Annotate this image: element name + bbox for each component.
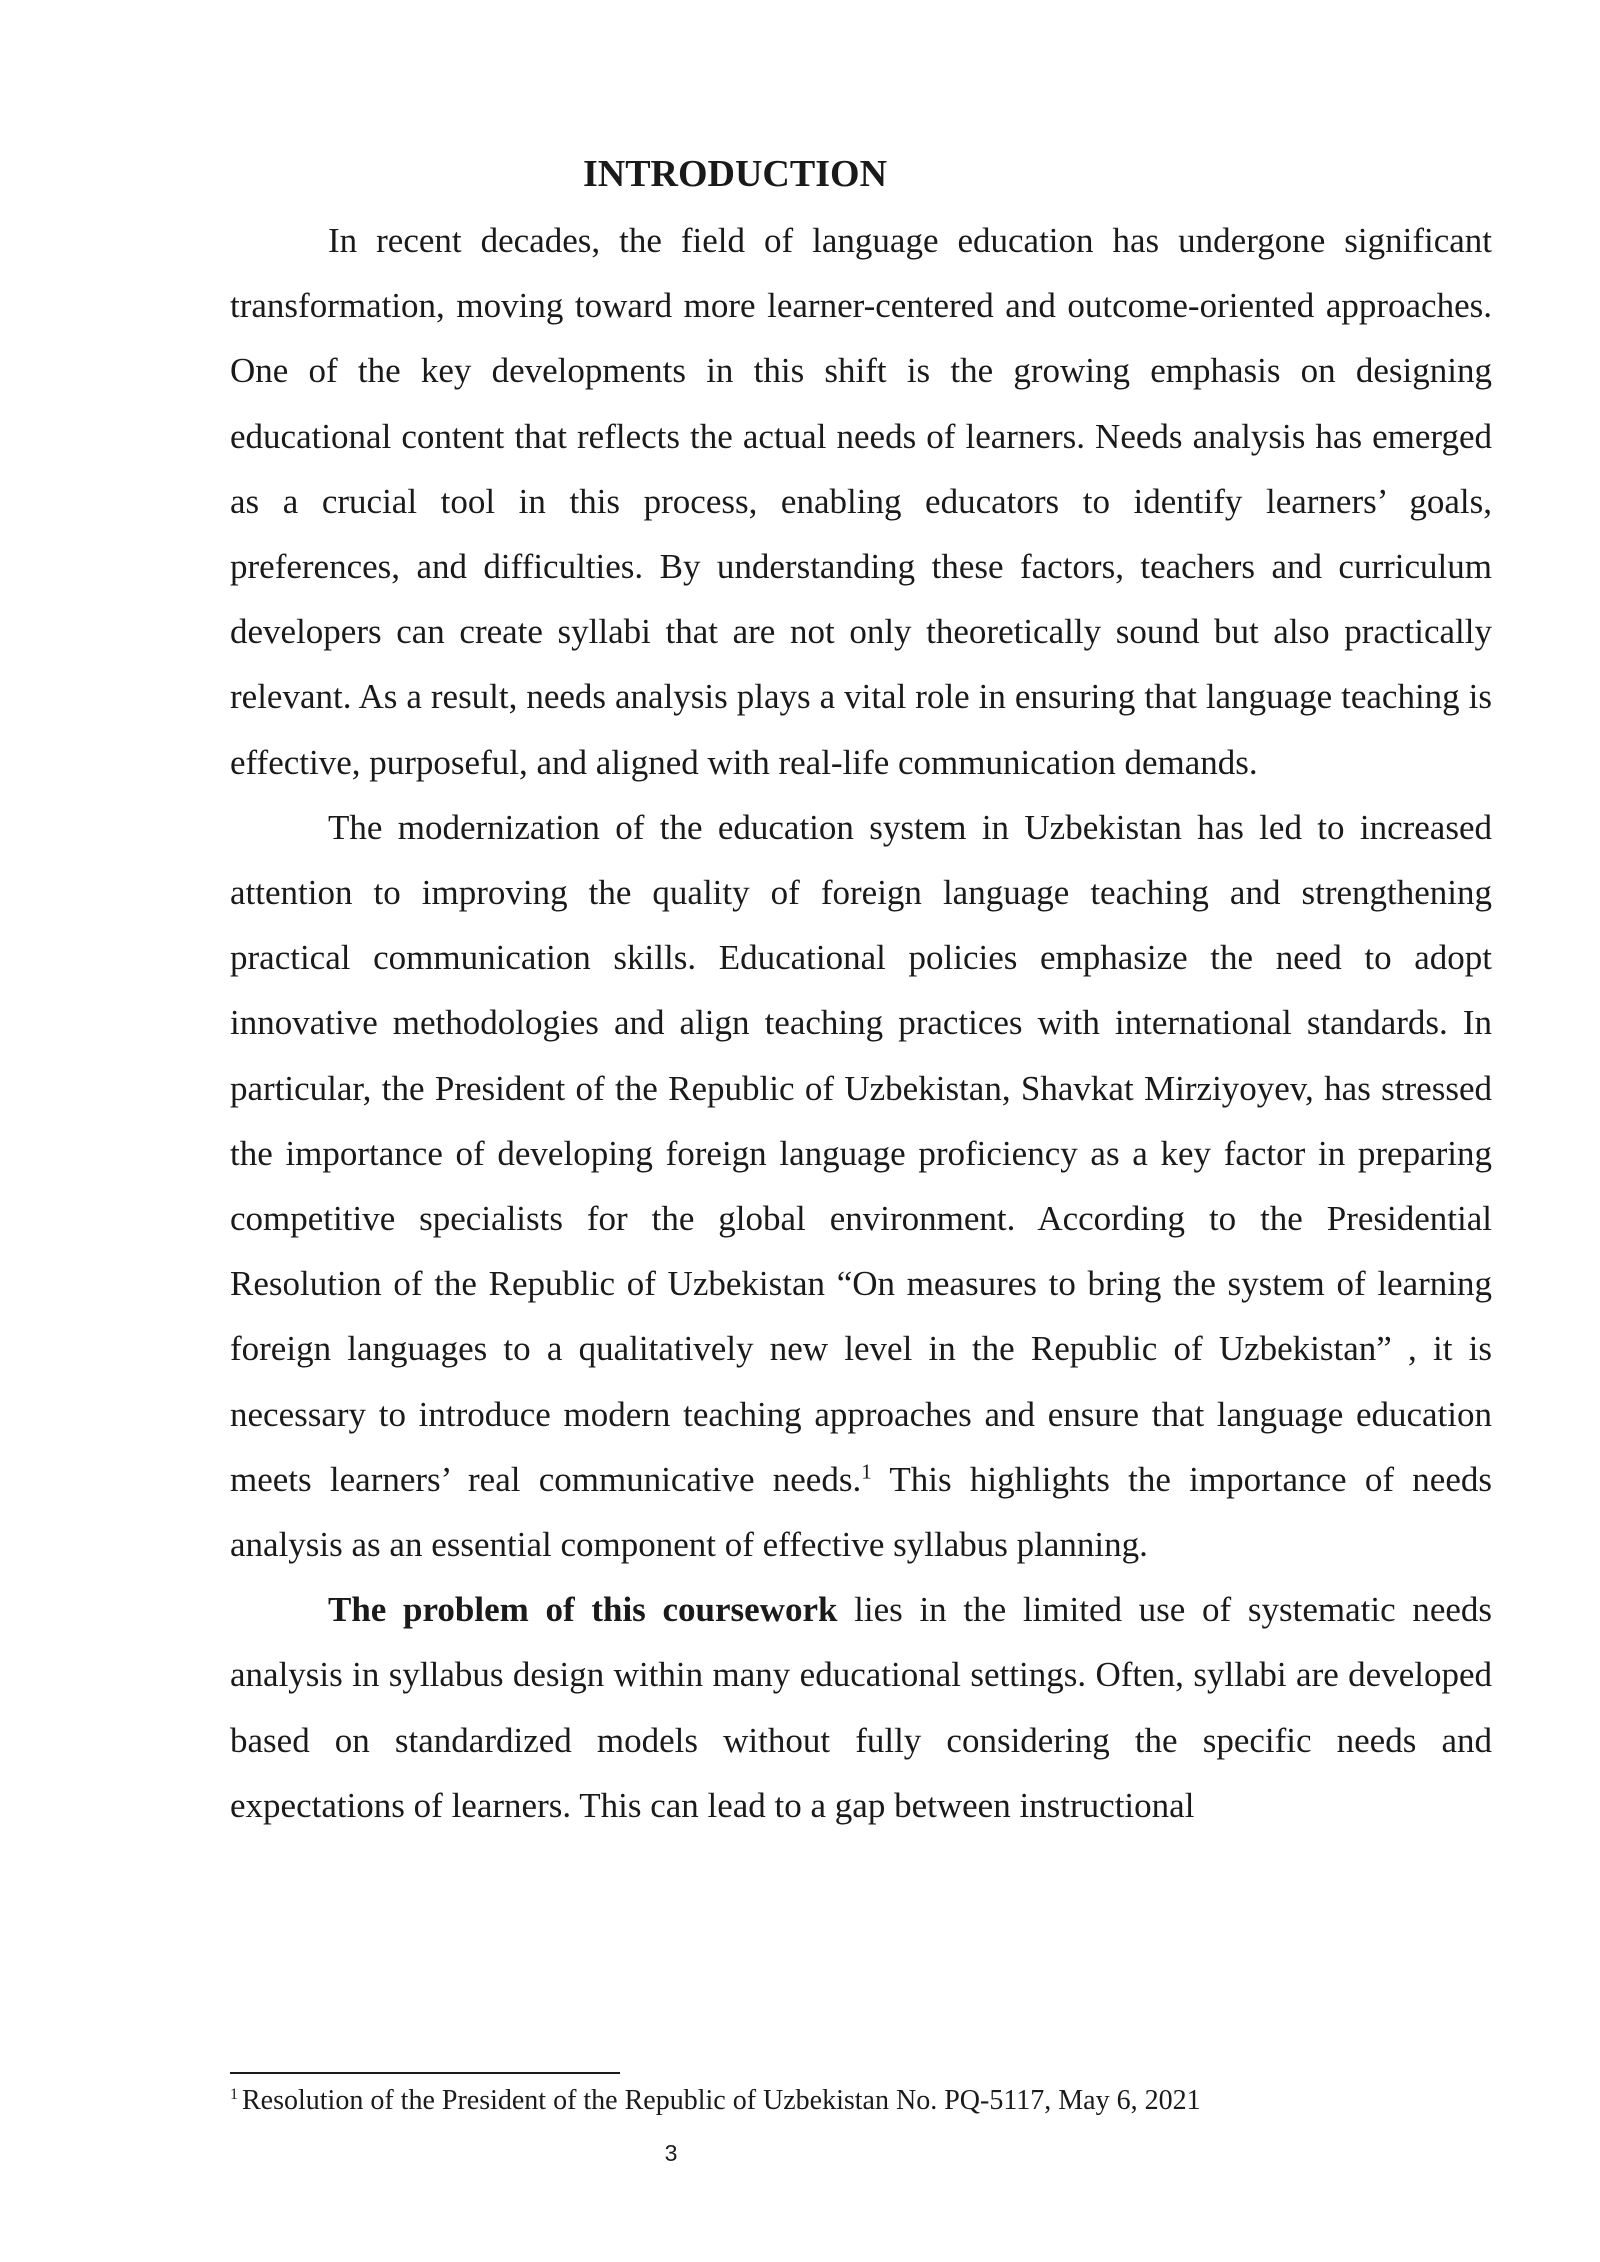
paragraph-2-text: The modernization of the education system in Uzbekistan has led to increased attention to improving the quality of foreign language teaching and strengthening practical communication skills. Educational policies emphasize the need to adopt innovative methodologies and align teaching practices with international standards. In particular, the President of the Republic of Uzbekistan, Shavkat Mirziyoyev, has stressed the importance of developing foreign language proficiency as a key factor in preparing competitive specialists for the global environment. According to the Presidential Resolution of the Republic of Uzbekistan “On measures to bring the system of learning foreign languages to a qualitatively new level in the Republic of Uzbekistan” , it is necessary to introduce modern teaching approaches and ensure that language education meets learners’ real communicative needs.	[230, 807, 1492, 1499]
page-title: INTRODUCTION	[582, 153, 888, 195]
footnote-text: Resolution of the President of the Republic of Uzbekistan No. PQ-5117, May 6, 2021	[242, 2085, 1201, 2116]
footnote-mark: 1	[230, 2085, 238, 2103]
paragraph-2-continuation: This highlights the importance of needs analysis as an essential component of effective syllabus planning.	[230, 1459, 1492, 1565]
problem-label: The problem of this coursework	[328, 1590, 838, 1630]
paragraph-1-text: In recent decades, the field of language education has undergone significant transformation, moving toward more learner-centered and outcome-oriented approaches. One of the key developments in this shift is the growing emphasis on designing educational content that reflects the actual needs of learners. Needs analysis has emerged as a crucial tool in this process, enabling educators to identify learners’ goals, preferences, and difficulties. By understanding these factors, teachers and curriculum developers can create syllabi that are not only theoretically sound but also practically relevant. As a result, needs analysis plays a vital role in ensuring that language teaching is effective, purposeful, and aligned with real-life communication demands.	[230, 221, 1492, 782]
page-number: 3	[664, 2140, 678, 2166]
footnote-divider	[230, 2072, 620, 2074]
footnote	[230, 2083, 1492, 2119]
paragraph-3	[230, 1577, 1492, 1838]
paragraph-2	[230, 795, 1492, 1577]
body-text	[230, 208, 1492, 1838]
footnote-reference[interactable]: 1	[861, 1459, 872, 1484]
paragraph-3-text: lies in the limited use of systematic needs analysis in syllabus design within many educational settings. Often, syllabi are developed based on standardized models without fully considering the specific needs and expectations of learners. This can lead to a gap between instructional	[230, 1590, 1493, 1825]
paragraph-1	[230, 208, 1492, 795]
